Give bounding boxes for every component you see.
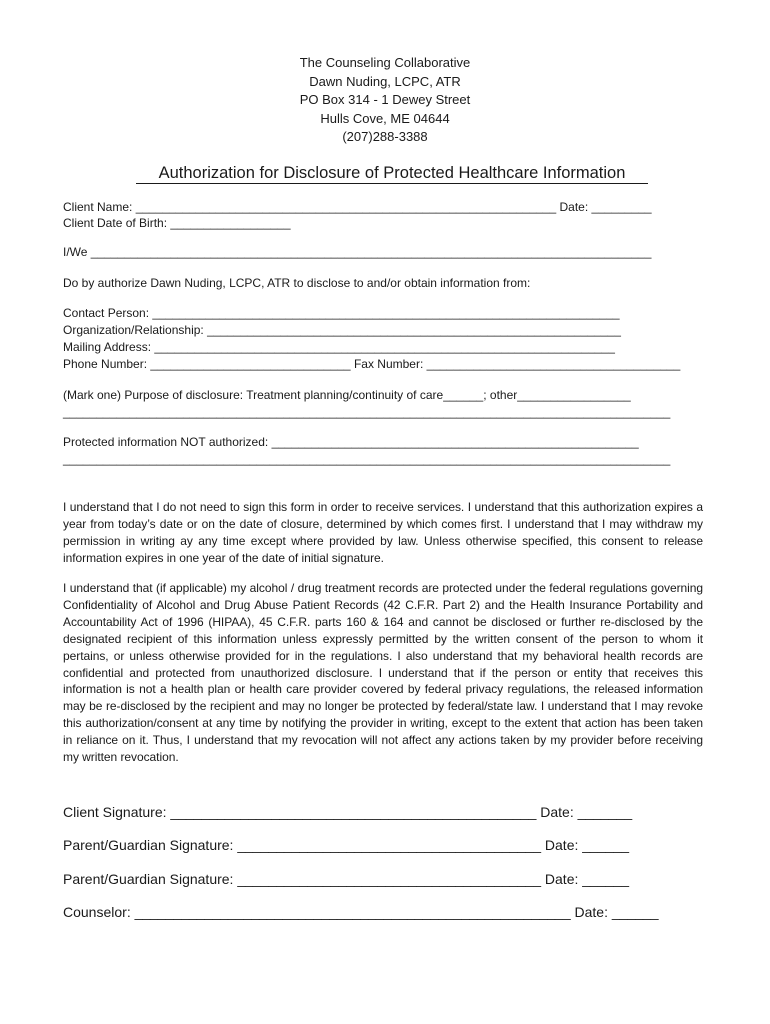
guardian-date-label: Date: [544,871,579,887]
dob-field[interactable]: __________________ [170,216,291,230]
mailing-field[interactable]: _____________________________________________________________________ [154,340,615,354]
guardian-signature-field[interactable]: _______________________________________ [237,871,542,887]
client-name-row [63,199,652,215]
organization-row [63,322,621,338]
phone-fax-row [63,356,680,372]
mailing-label: Mailing Address: [63,340,152,354]
guardian-signature-label: Parent/Guardian Signature: [63,837,234,853]
guardian-signature-label: Parent/Guardian Signature: [63,871,234,887]
form-title: Authorization for Disclosure of Protected Healthcare Information [158,164,626,182]
fax-label: Fax Number: [353,357,424,371]
authorize-statement: Do by authorize Dawn Nuding, LCPC, ATR to disclose to and/or obtain information from: [63,276,531,290]
not-authorized-label: Protected information NOT authorized: [63,435,269,449]
practice-name: The Counseling Collaborative [299,55,471,70]
contact-field[interactable]: ______________________________________________________________________ [152,306,620,320]
counselor-signature-label: Counselor: [63,904,131,920]
counselor-date-field[interactable]: ______ [611,904,659,920]
phone-label: Phone Number: [63,357,148,371]
guardian-signature-row-2 [63,870,629,888]
title-underline [136,183,648,184]
counselor-signature-row [63,903,659,921]
counselor-signature-field[interactable]: ________________________________________________________ [134,904,571,920]
guardian-date-field[interactable]: ______ [582,871,629,887]
contact-row [63,305,620,321]
not-authorized-row [63,434,639,450]
city-state-zip: Hulls Cove, ME 04644 [320,110,450,126]
client-signature-date-label: Date: [540,804,574,820]
iwe-label: I/We [63,245,88,259]
guardian-date-label: Date: [544,837,579,853]
phone-number: (207)288-3388 [342,129,428,145]
client-signature-field[interactable]: _______________________________________________ [170,804,537,820]
organization-label: Organization/Relationship: [63,323,204,337]
dob-label: Client Date of Birth: [63,216,168,230]
dob-row [63,215,291,231]
counselor-date-label: Date: [574,904,608,920]
fax-field[interactable]: ______________________________________ [426,357,681,371]
letterhead [0,54,770,147]
street-address: PO Box 314 - 1 Dewey Street [299,92,471,108]
date-field[interactable]: _________ [591,200,652,214]
iwe-row [63,244,651,260]
guardian-signature-row-1 [63,836,629,854]
purpose-continuation-field[interactable]: ___________________________________________________________________________________________ [63,405,671,419]
client-signature-label: Client Signature: [63,804,167,820]
contact-label: Contact Person: [63,306,150,320]
phone-field[interactable]: ______________________________ [150,357,351,371]
mailing-row [63,339,615,355]
client-signature-row [63,803,632,821]
guardian-signature-field[interactable]: _______________________________________ [237,837,542,853]
iwe-field[interactable]: ____________________________________________________________________________________ [90,245,652,259]
client-name-label: Client Name: [63,200,133,214]
client-name-field[interactable]: _______________________________________________________________ [135,200,557,214]
confidentiality-paragraph: I understand that (if applicable) my alcohol / drug treatment records are protected under the federal regulations governing Confidentiality of Alcohol and Drug Abuse Patient Records (42 C.F.R. Part 2) and the Health Insurance Portability and Accountability Act of 1996 (HIPAA), 45 C.F.R. parts 160 & 164 and cannot be disclosed or further re-disclosed by the designated recipient of this information unless expressly permitted by the written consent of the person to whom it pertains, or unless otherwise provided for in the regulations. I also understand that my behavioral health records are confidential and protected from unauthorized disclosure. I understand that if the person or entity that receives this information is not a health plan or health care provider covered by federal privacy regulations, the released information may be re-disclosed by the recipient and may no longer be protected by federal/state law. I understand that I may revoke this authorization/consent at any time by notifying the provider in writing, except to the extent that action has been taken in reliance on it. Thus, I understand that my revocation will not affect any actions taken by my provider before receiving my written revocation. [63,581,703,765]
date-label: Date: [559,200,589,214]
purpose-row[interactable]: (Mark one) Purpose of disclosure: Treatment planning/continuity of care______; other_________________ [63,388,631,402]
not-authorized-field[interactable]: _______________________________________________________ [271,435,639,449]
organization-field[interactable]: ______________________________________________________________ [207,323,621,337]
consent-paragraph: I understand that I do not need to sign this form in order to receive services. I understand that this authorization expires a year from today’s date or on the date of closure, determined by which comes first. I understand that I may withdraw my permission in writing ay any time except where provided by law. Unless otherwise specified, this consent to release information expires in one year of the date of initial signature. [63,500,703,565]
counselor-name: Dawn Nuding, LCPC, ATR [309,73,461,89]
client-signature-date-field[interactable]: _______ [577,804,633,820]
not-authorized-continuation-field[interactable]: ___________________________________________________________________________________________ [63,452,671,466]
guardian-date-field[interactable]: ______ [582,837,629,853]
